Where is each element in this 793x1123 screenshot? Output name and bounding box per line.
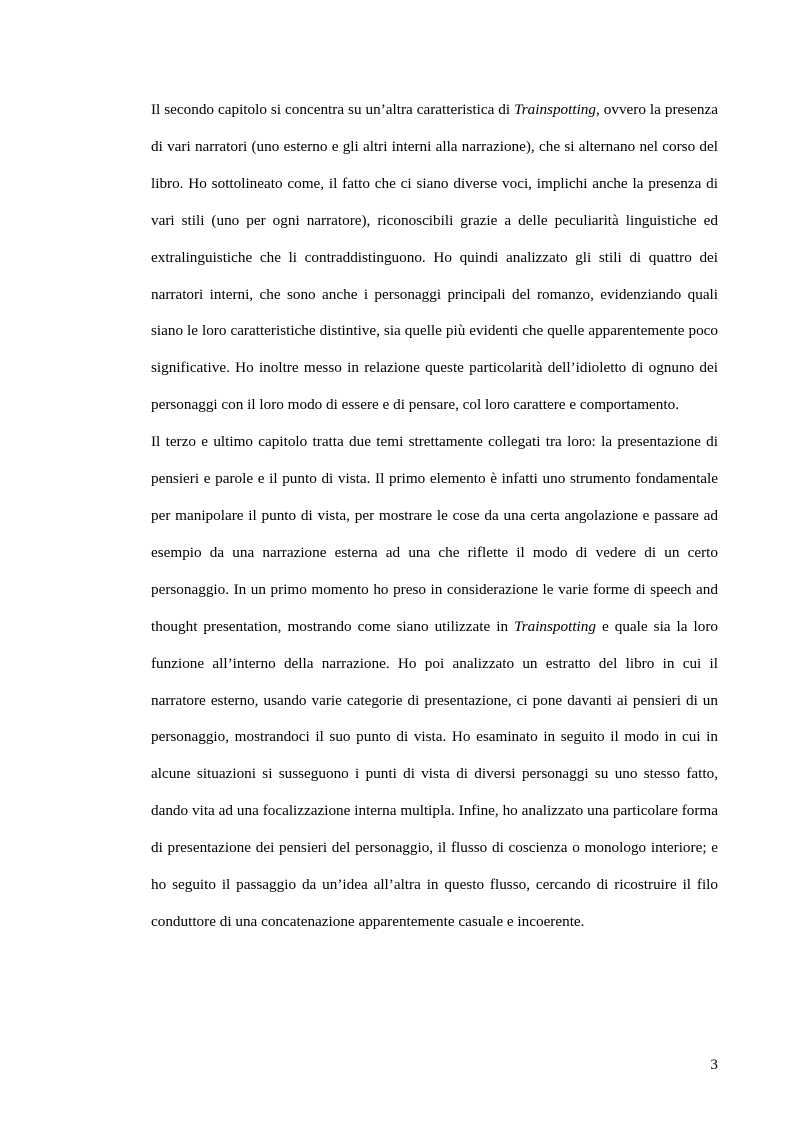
paragraph xyxy=(151,424,718,941)
body-text xyxy=(151,92,718,941)
book-title-italic: Trainspotting xyxy=(514,101,596,118)
paragraph xyxy=(151,92,718,424)
page-number: 3 xyxy=(710,1056,718,1073)
text-segment: e quale sia la loro funzione all’interno della narrazione. Ho poi analizzato un estratto del libro in cui il narratore esterno, usando varie categorie di presentazione, ci pone davanti ai pensieri di un personaggio, mostrandoci il suo punto di vista. Ho esaminato in seguito il modo in cui in alcune situazioni si susseguono i punti di vista di diversi personaggi su uno stesso fatto, dando vita ad una focalizzazione interna multipla. Infine, ho analizzato una particolare forma di presentazione dei pensieri del personaggio, il flusso di coscienza o monologo interiore; e ho seguito il passaggio da un’idea all’altra in questo flusso, cercando di ricostruire il filo conduttore di una concatenazione apparentemente casuale e incoerente. xyxy=(151,617,718,930)
text-segment: , ovvero la presenza di vari narratori (uno esterno e gli altri interni alla narrazione), che si alternano nel corso del libro. Ho sottolineato come, il fatto che ci siano diverse voci, implichi anche la presenza di vari stili (uno per ogni narratore), riconoscibili grazie a delle peculiarità linguistiche ed extralinguistiche che li contraddistinguono. Ho quindi analizzato gli stili di quattro dei narratori interni, che sono anche i personaggi principali del romanzo, evidenziando quali siano le loro caratteristiche distintive, sia quelle più evidenti che quelle apparentemente poco significative. Ho inoltre messo in relazione queste particolarità dell’idioletto di ognuno dei personaggi con il loro modo di essere e di pensare, col loro carattere e comportamento. xyxy=(151,101,718,414)
text-segment: Il secondo capitolo si concentra su un’altra caratteristica di xyxy=(151,101,515,118)
book-title-italic: Trainspotting xyxy=(514,617,596,635)
text-segment: Il terzo e ultimo capitolo tratta due temi strettamente collegati tra loro: la presentazione di pensieri e parole e il punto di vista. Il primo elemento è infatti uno strumento fondamentale per manipolare il punto di vista, per mostrare le cose da una certa angolazione e passare ad esempio da una narrazione esterna ad una che riflette il modo di vedere di un certo personaggio. In un primo momento ho preso in considerazione le varie forme di speech and thought presentation, mostrando come siano utilizzate in xyxy=(151,433,718,635)
